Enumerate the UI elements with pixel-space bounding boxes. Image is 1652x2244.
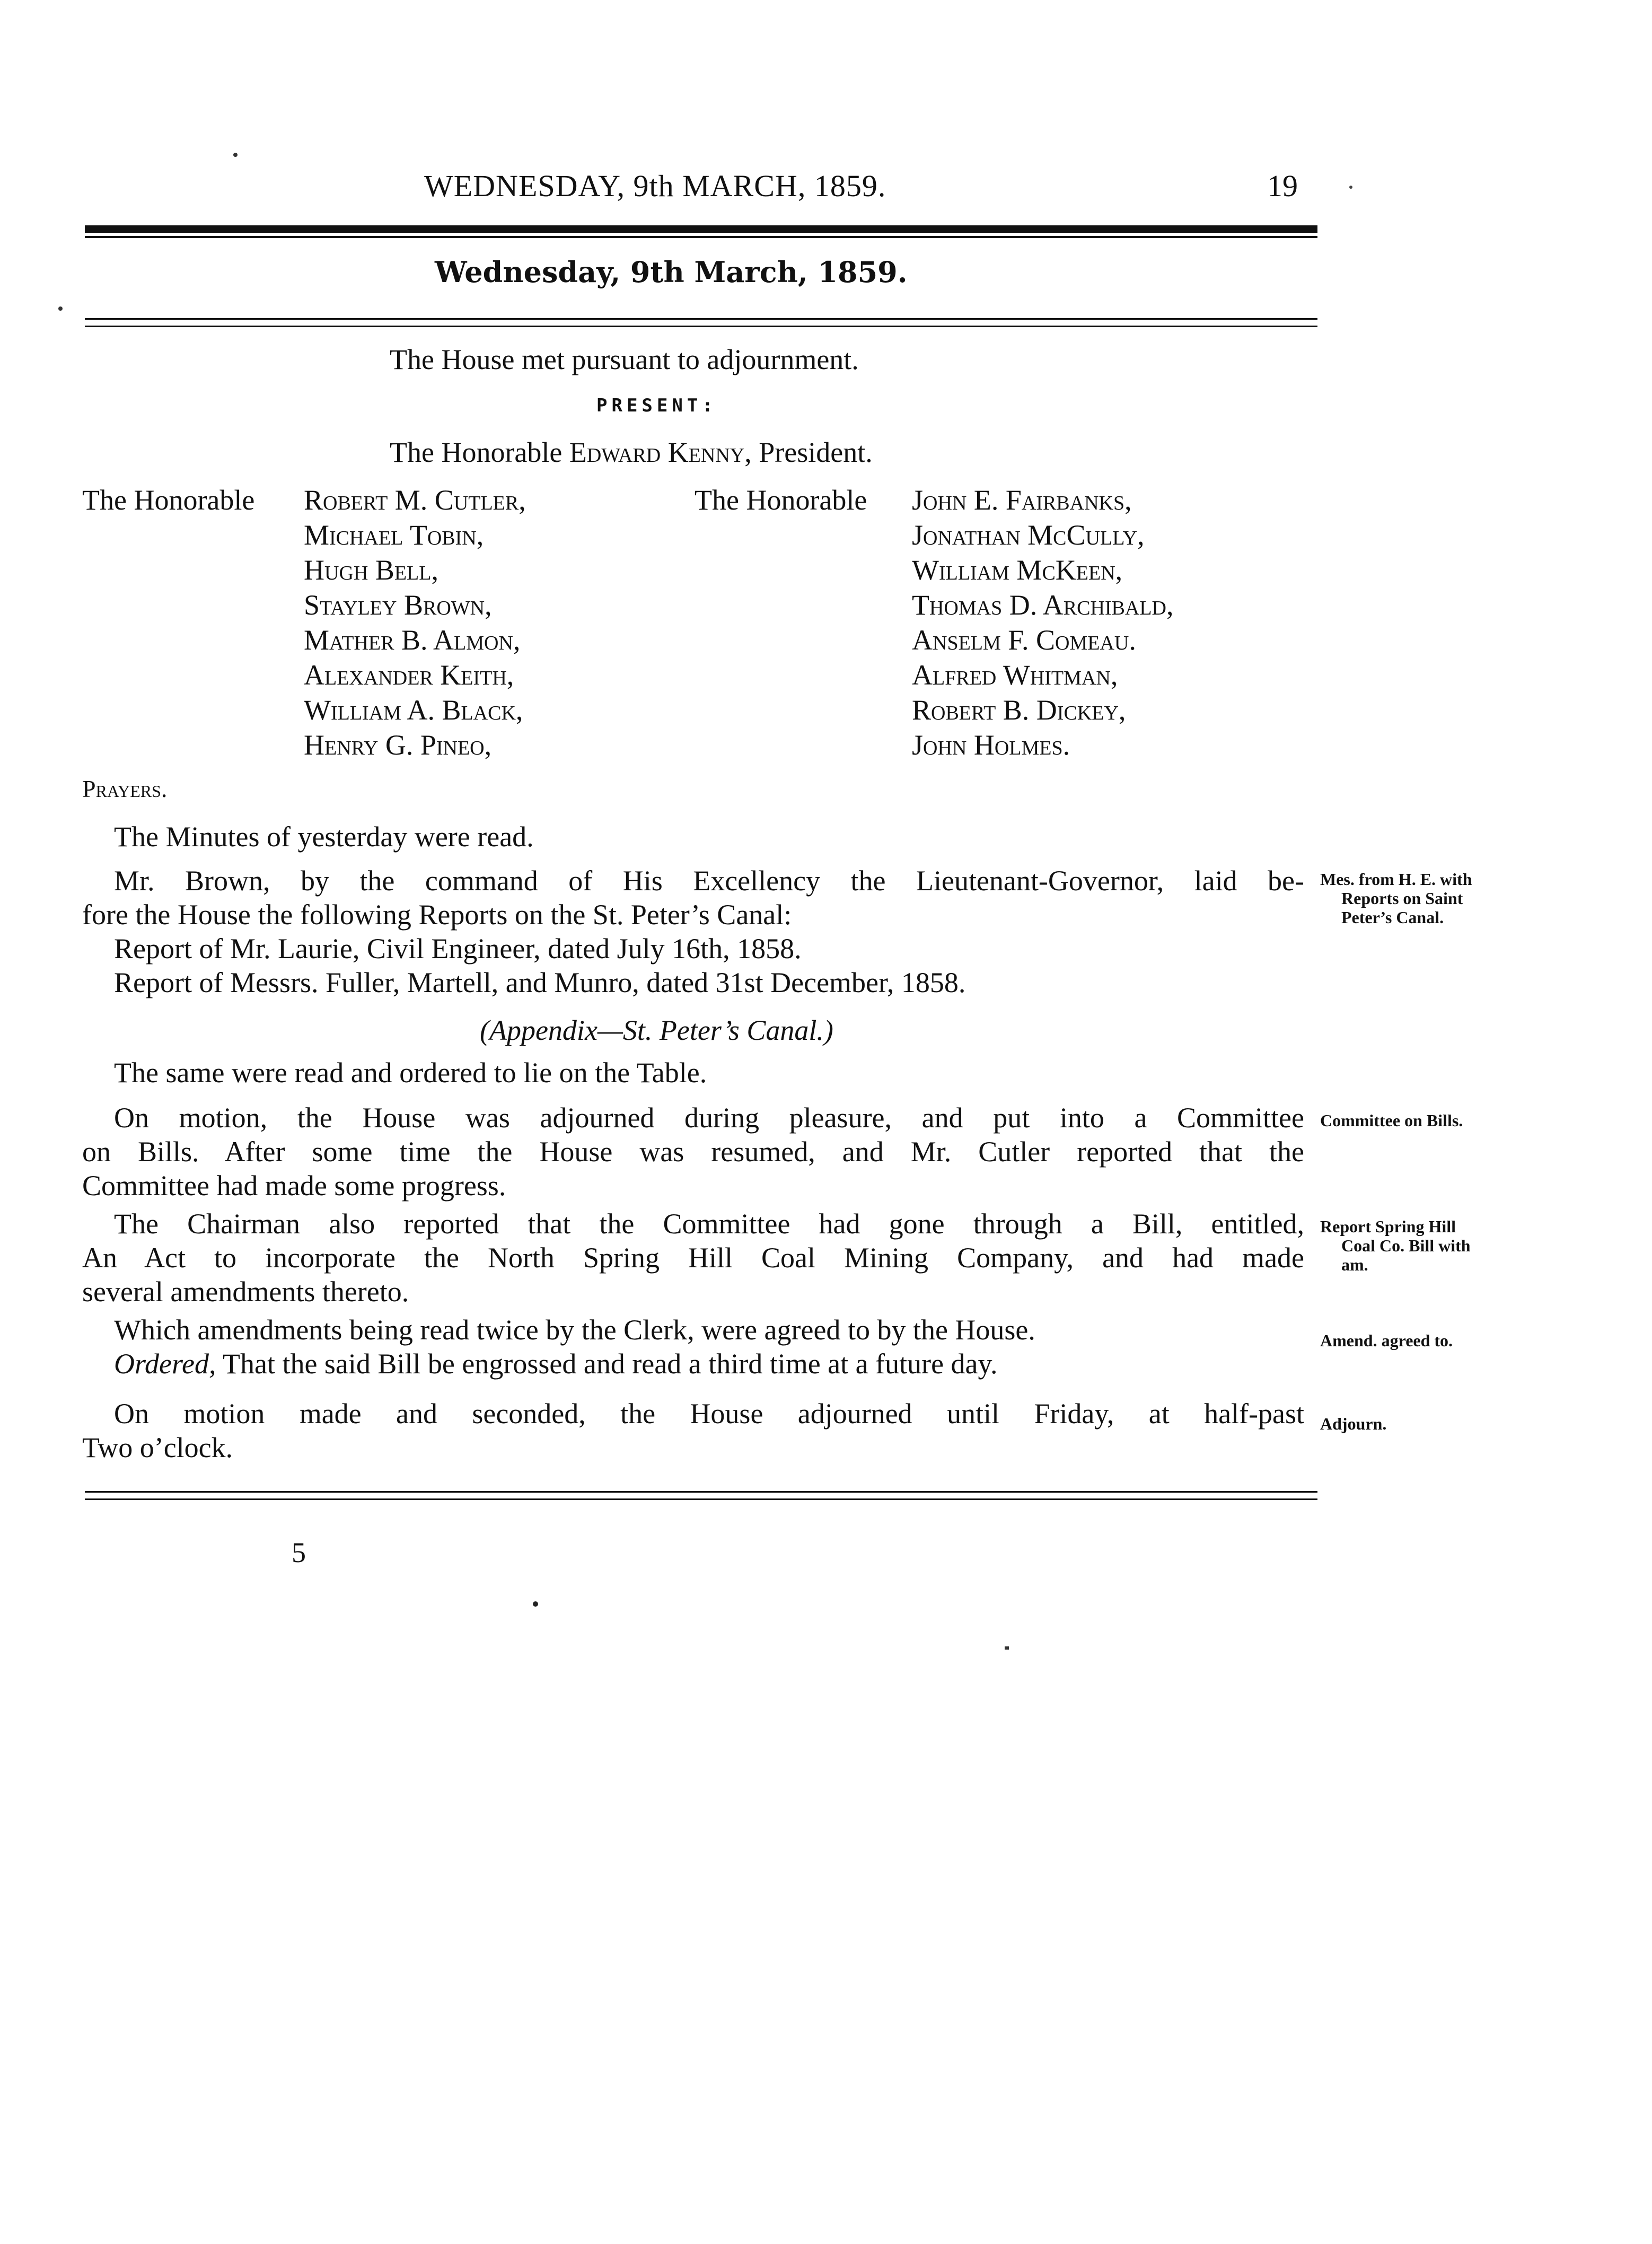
closing-rule-top [85,1491,1317,1493]
member-name: Robert M. Cutler, [304,484,526,516]
report-laurie: Report of Mr. Laurie, Civil Engineer, dated July 16th, 1858. [114,933,802,965]
tabled-line: The same were read and ordered to lie on the Table. [114,1057,707,1089]
ordered-label: Ordered, [114,1348,216,1380]
committee-line-2: on Bills. After some time the House was resumed, and Mr. Cutler reported that the [82,1136,1304,1168]
report-line-2: An Act to incorporate the North Spring Hill Coal Mining Company, and had made [82,1242,1304,1274]
report-fuller: Report of Messrs. Fuller, Martell, and Munro, dated 31st December, 1858. [114,967,966,998]
present-label: PRESENT: [596,395,717,416]
margin-note-line: Peter’s Canal. [1341,908,1444,927]
members-right-column [912,483,1173,762]
member-name: John E. Fairbanks, [912,484,1132,516]
ordered-text: That the said Bill be engrossed and read a third time at a future day. [216,1348,998,1380]
member-name: Mather B. Almon, [304,624,521,656]
message-line-2: fore the House the following Reports on the St. Peter’s Canal: [82,899,792,931]
prayers-heading: Prayers. [82,775,168,802]
president-name: Edward Kenny [569,436,745,468]
section-rule-top [85,318,1317,320]
member-name: Hugh Bell, [304,554,438,586]
adjourn-line-1: On motion made and seconded, the House adjourned until Friday, at half-past [114,1398,1304,1430]
opening-line: The House met pursuant to adjournment. [390,344,859,375]
president-suffix: , President. [744,436,873,468]
margin-note-amend: Amend. agreed to. [1320,1331,1453,1350]
scan-speck [1349,186,1352,189]
report-line-3: several amendments thereto. [82,1276,409,1308]
member-name: Alfred Whitman, [912,659,1118,691]
scan-speck [1005,1646,1009,1650]
committee-line-1: On motion, the House was adjourned during pleasure, and put into a Committee [114,1102,1304,1134]
member-name: Anselm F. Comeau. [912,624,1136,656]
signature-mark: 5 [292,1537,306,1568]
president-prefix: The Honorable [390,436,563,468]
appendix-reference: (Appendix—St. Peter’s Canal.) [480,1014,833,1046]
member-name: William McKeen, [912,554,1123,586]
committee-line-3: Committee had made some progress. [82,1170,506,1202]
margin-note-line: Mes. from H. E. with [1320,870,1472,889]
ordered-line [114,1346,998,1381]
section-title: Wednesday, 9th March, 1859. [435,255,908,289]
closing-rule-bottom [85,1498,1317,1500]
members-right-prefix: The Honorable [695,484,867,516]
member-name: John Holmes. [912,729,1070,761]
margin-note-line: Reports on Saint [1341,889,1463,908]
adjourn-line-2: Two o’clock. [82,1432,233,1463]
member-name: Stayley Brown, [304,589,492,621]
minutes-line: The Minutes of yesterday were read. [114,821,534,853]
member-name: Thomas D. Archibald, [912,589,1174,621]
margin-note-line: Coal Co. Bill with [1341,1236,1471,1255]
members-left-column [304,483,526,762]
margin-note-report [1320,1217,1543,1274]
member-name: William A. Black, [304,694,523,726]
president-line [390,435,873,470]
message-line-1: Mr. Brown, by the command of His Excellency the Lieutenant-Governor, laid be- [114,865,1304,897]
running-head-title: WEDNESDAY, 9th MARCH, 1859. [424,169,886,203]
member-name: Michael Tobin, [304,519,484,551]
member-name: Henry G. Pineo, [304,729,492,761]
header-rule-thin [85,236,1317,238]
margin-note-adjourn: Adjourn. [1320,1414,1387,1433]
page-number: 19 [1267,169,1298,203]
members-left-prefix: The Honorable [82,484,255,516]
amendments-line: Which amendments being read twice by the Clerk, were agreed to by the House. [114,1314,1035,1346]
margin-note-line: Report Spring Hill [1320,1217,1456,1236]
member-name: Robert B. Dickey, [912,694,1126,726]
section-rule-bottom [85,326,1317,327]
scan-speck [233,153,238,157]
margin-note-line: am. [1341,1255,1368,1274]
report-line-1: The Chairman also reported that the Committee had gone through a Bill, entitled, [114,1208,1304,1240]
margin-note-committee: Committee on Bills. [1320,1111,1463,1130]
margin-note-message [1320,870,1543,927]
member-name: Alexander Keith, [304,659,514,691]
scan-speck [533,1601,538,1607]
header-rule-thick [85,225,1317,233]
member-name: Jonathan McCully, [912,519,1145,551]
scan-speck [58,306,63,311]
